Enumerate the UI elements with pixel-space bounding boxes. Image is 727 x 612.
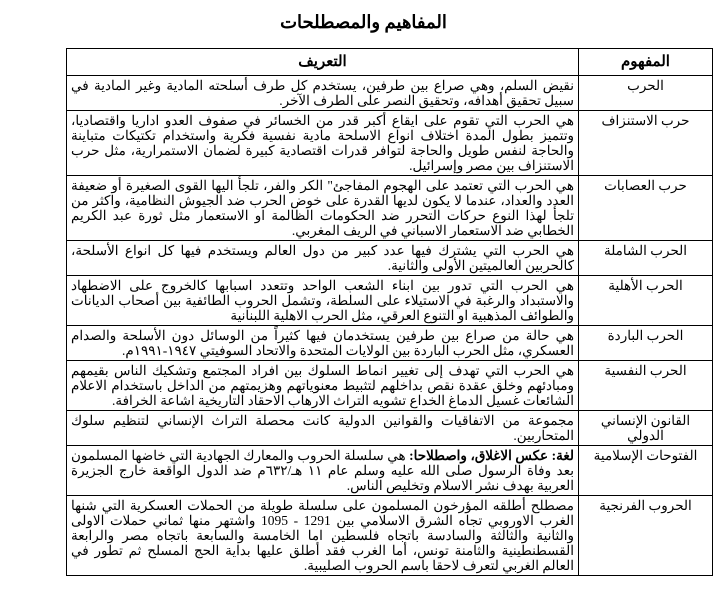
table-row bbox=[67, 496, 713, 576]
definition-cell: هي الحرب التي تعتمد على الهجوم المفاجئ" الكر والفر، تلجأ اليها القوى الصغيرة أو ضعيفة العدد والعداد، عندما لا يكون لديها القدرة على خوض الحرب ضد الجيوش النظامية، واكثر من تلجأ لهذا النوع حركات التحرر ضد الحكومات الظالمة او الاستعمار مثل ثورة عبد الكريم الخطابي ضد الاستعمار الاسباني في الريف المغربي. bbox=[67, 176, 579, 241]
table-header-row bbox=[67, 49, 713, 76]
table-row bbox=[67, 176, 713, 241]
term-cell: الحرب الشاملة bbox=[579, 241, 713, 276]
definition-cell: هي الحرب التي تدور بين ابناء الشعب الواحد وتتعدد اسبابها كالخروج على الاضطهاد والاستبداد والرغبة في الاستيلاء على السلطة، وتشمل الحروب الطائفية بين أصحاب الديانات والطوائف المذهبية او التنوع العرقي، مثل الحرب الاهلية اللبنانية bbox=[67, 276, 579, 326]
term-cell: الحرب الباردة bbox=[579, 326, 713, 361]
term-cell: الحرب الأهلية bbox=[579, 276, 713, 326]
definition-cell: مجموعة من الاتفاقيات والقوانين الدولية كانت محصلة التراث الإنساني لتنظيم سلوك المتحاربين. bbox=[67, 411, 579, 446]
term-cell: الحروب الفرنجية bbox=[579, 496, 713, 576]
definition-cell: هي الحرب التي يشترك فيها عدد كبير من دول العالم ويستخدم فيها كل انواع الأسلحة، كالحربين العالميتين الأولى والثانية. bbox=[67, 241, 579, 276]
term-cell: حرب العصابات bbox=[579, 176, 713, 241]
page-title: المفاهيم والمصطلحات bbox=[280, 12, 447, 32]
definition-cell bbox=[67, 446, 579, 496]
table-row bbox=[67, 326, 713, 361]
table-row bbox=[67, 446, 713, 496]
term-cell: الفتوحات الإسلامية bbox=[579, 446, 713, 496]
definition-cell: هي الحرب التي تقوم على ايقاع أكبر قدر من الخسائر في صفوف العدو اداريا واقتصاديا، وتتميز بطول المدة اختلاف انواع الاسلحة مادية نفسية فكرية واستخدام تكتيكات متباينة والحاجة لنفس طويل والحاجة لتوافر قدرات اقتصادية كبيرة لضمان الاستمرارية، مثل حرب الاستنزاف بين مصر وإسرائيل. bbox=[67, 111, 579, 176]
term-cell: حرب الاستنزاف bbox=[579, 111, 713, 176]
header-term: المفهوم bbox=[579, 49, 713, 76]
term-cell: الحرب النفسية bbox=[579, 361, 713, 411]
definition-text: هي سلسلة الحروب والمعارك الجهادية التي خاضها المسلمون بعد وفاة الرسول صلى الله عليه وسلم عام ١١ هـ/٦٣٢م ضد الدول الواقعة خارج الجزيرة العربية بهدف نشر الاسلام وتخليص الناس. bbox=[71, 448, 574, 493]
header-definition: التعريف bbox=[67, 49, 579, 76]
definition-cell: نقيض السلم، وهي صراع بين طرفين، يستخدم كل طرف أسلحته المادية وغير المادية في سبيل تحقيق أهدافه، وتحقيق النصر على الطرف الآخر. bbox=[67, 76, 579, 111]
terms-table bbox=[66, 48, 713, 576]
table-row bbox=[67, 241, 713, 276]
definition-cell: هي الحرب التي تهدف إلى تغيير انماط السلوك بين افراد المجتمع وتشكيك الناس بقيمهم ومبادئهم وخلق عقدة نقص بداخلهم لتثبيط معنوياتهم وهزيمتهم من الداخل باستخدام الاعلام الشائعات غسيل الدماغ الخداع تشويه التراث الارهاب الاحقاد التاريخية اشاعة الخرافة. bbox=[67, 361, 579, 411]
definition-cell: مصطلح أطلقه المؤرخون المسلمون على سلسلة طويلة من الحملات العسكرية التي شنها الغرب الاوروبي تجاه الشرق الاسلامي بين 1291 - 1095 واشتهر منها ثماني حملات الاولى والثانية والثالثة والسادسة باتجاه فلسطين اما الخامسة والسابعة باتجاه مصر والرابعة القسطنطينية والثامنة تونس، أما الغرب فقد أطلق عليها بداية الحج المسلح ثم تطور في العالم الغربي لتعرف لاحقا باسم الحروب الصليبية. bbox=[67, 496, 579, 576]
table-row bbox=[67, 111, 713, 176]
table-row bbox=[67, 76, 713, 111]
table-row bbox=[67, 361, 713, 411]
term-cell: الحرب bbox=[579, 76, 713, 111]
definition-cell: هي حالة من صراع بين طرفين يستخدمان فيها كثيراً من الوسائل دون الأسلحة والصدام العسكري، مثل الحرب الباردة بين الولايات المتحدة والاتحاد السوفيتي ١٩٤٧-١٩٩١م. bbox=[67, 326, 579, 361]
definition-lead: لغة: عكس الاغلاق، واصطلاحا: bbox=[409, 448, 574, 463]
table-row bbox=[67, 276, 713, 326]
table-row bbox=[67, 411, 713, 446]
term-cell: القانون الإنساني الدولي bbox=[579, 411, 713, 446]
